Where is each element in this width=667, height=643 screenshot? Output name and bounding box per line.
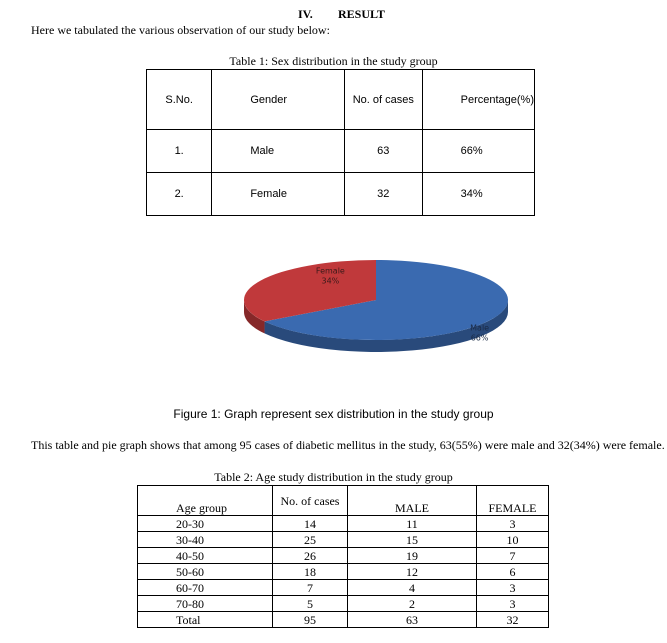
intro-text: Here we tabulated the various observation of our study below: <box>31 23 330 37</box>
table1 <box>146 69 535 216</box>
table1-header-gender: Gender <box>212 70 345 130</box>
table2-cell: 12 <box>348 564 477 580</box>
table1-cell: 63 <box>344 130 422 173</box>
table1-cell: Male <box>212 130 345 173</box>
pie-label-value: 34% <box>321 276 340 286</box>
table1-cell: 32 <box>344 173 422 216</box>
pie-label-value: 66% <box>470 333 489 343</box>
table1-caption: Table 1: Sex distribution in the study group <box>229 54 438 68</box>
table2-cell: 3 <box>477 516 549 532</box>
table2-cell: 19 <box>348 548 477 564</box>
table2-cell: 5 <box>273 596 348 612</box>
table2-cell: 26 <box>273 548 348 564</box>
table1-cell: 34% <box>422 173 534 216</box>
section-title: RESULT <box>338 7 385 21</box>
table1-header-cases <box>344 70 422 130</box>
table2-header-female: FEMALE <box>477 486 549 516</box>
table2-cell: 3 <box>477 580 549 596</box>
table1-header-sno: S.No. <box>147 70 212 130</box>
table-row <box>138 596 549 612</box>
table2-cell: 32 <box>477 612 549 628</box>
table1-cell: 2. <box>147 173 212 216</box>
table2-cell: Total <box>138 612 273 628</box>
table1-header-percentage: Percentage(%) <box>422 70 534 130</box>
table1-header-row <box>147 70 535 130</box>
table1-cell: 66% <box>422 130 534 173</box>
table2-cell: 95 <box>273 612 348 628</box>
table2-cell: 7 <box>273 580 348 596</box>
table2-cell: 40-50 <box>138 548 273 564</box>
table2-cell: 3 <box>477 596 549 612</box>
table2-cell: 15 <box>348 532 477 548</box>
table-row <box>138 532 549 548</box>
table2-header-row <box>138 486 549 516</box>
table2-cell: 14 <box>273 516 348 532</box>
pie-label-name: Male <box>470 323 490 333</box>
table-row <box>138 580 549 596</box>
table2 <box>137 485 549 628</box>
section-number: IV. <box>298 7 313 21</box>
table2-cell: 60-70 <box>138 580 273 596</box>
table-row <box>138 612 549 628</box>
table2-cell: 10 <box>477 532 549 548</box>
table2-caption: Table 2: Age study distribution in the study group <box>214 470 453 484</box>
table2-cell: 2 <box>348 596 477 612</box>
table2-cell: 70-80 <box>138 596 273 612</box>
table2-cell: 6 <box>477 564 549 580</box>
table-row <box>138 516 549 532</box>
table-row <box>147 130 535 173</box>
table2-cell: 50-60 <box>138 564 273 580</box>
table-row <box>147 173 535 216</box>
table1-cell: 1. <box>147 130 212 173</box>
table-row <box>138 564 549 580</box>
pie-chart <box>228 248 528 358</box>
table2-cell: 63 <box>348 612 477 628</box>
table2-cell: 25 <box>273 532 348 548</box>
table2-header-male: MALE <box>348 486 477 516</box>
table2-cell: 11 <box>348 516 477 532</box>
table2-cell: 4 <box>348 580 477 596</box>
table2-cell: 30-40 <box>138 532 273 548</box>
table1-header-cases-text: No. of cases <box>352 93 414 106</box>
table-row <box>138 548 549 564</box>
table2-cell: 18 <box>273 564 348 580</box>
figure1-caption: Figure 1: Graph represent sex distribution in the study group <box>173 407 494 421</box>
table2-header-age: Age group <box>138 486 273 516</box>
pie-label-name: Female <box>315 266 345 276</box>
table1-cell: Female <box>212 173 345 216</box>
table2-header-cases: No. of cases <box>273 486 348 516</box>
table2-cell: 20-30 <box>138 516 273 532</box>
table2-cell: 7 <box>477 548 549 564</box>
summary-paragraph: This table and pie graph shows that among 95 cases of diabetic mellitus in the study, 63(55%) were male and 32(34%) were female. <box>31 438 665 452</box>
table2-body <box>138 516 549 628</box>
